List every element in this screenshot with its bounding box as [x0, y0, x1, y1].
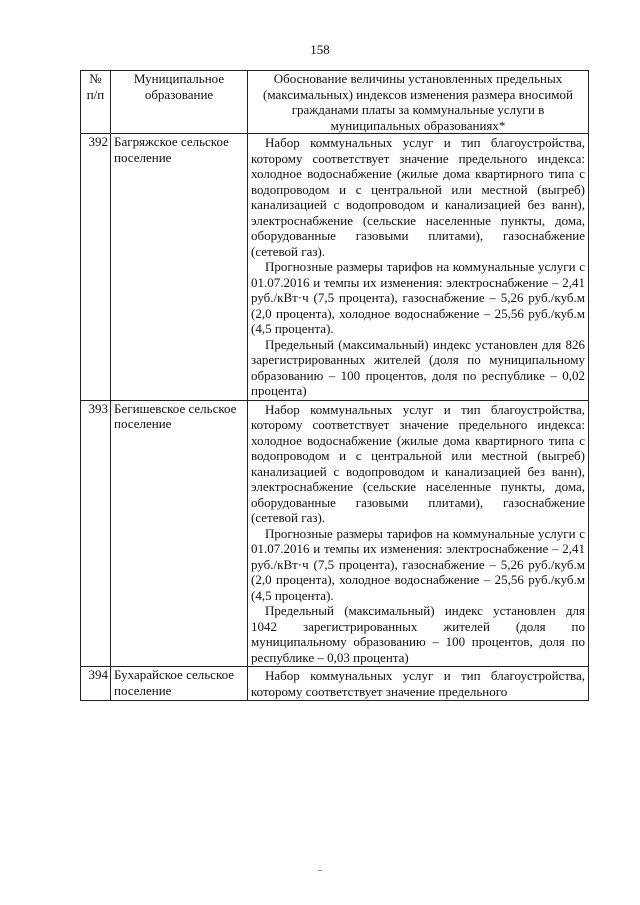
row-number: 394 — [81, 667, 111, 701]
table-row — [81, 400, 589, 667]
table-row — [81, 134, 589, 401]
paragraph-utilities: Набор коммунальных услуг и тип благоустройства, которому соответствует значение предельного — [251, 668, 585, 699]
paragraph-index: Предельный (максимальный) индекс установлен для 826 зарегистрированных жителей (доля по муниципальному образованию – 100 процентов, доля по республике – 0,02 процента) — [251, 336, 585, 398]
tariff-table — [80, 70, 589, 701]
row-number: 393 — [81, 400, 111, 667]
justification-cell — [248, 667, 589, 701]
header-num: № п/п — [81, 71, 111, 134]
paragraph-tariffs: Прогнозные размеры тарифов на коммунальные услуги с 01.07.2016 и темпы их изменения: электроснабжение – 2,41 руб./кВт·ч (7,5 процента), газоснабжение – 5,26 руб./куб.м (2,0 процента), холодное водоснабжение – 25,56 руб./куб.м (4,5 процента). — [251, 525, 585, 603]
municipality-name: Бегишевское сельское поселение — [111, 400, 248, 667]
paragraph-utilities: Набор коммунальных услуг и тип благоустройства, которому соответствует значение предельного индекса: холодное водоснабжение (жилые дома квартирного типа с водопроводом и с центральной или местной (выгреб) канализацией с водопроводом и канализацией без ванн), электроснабжение (сельские населенные пункты, дома, оборудованные газовыми плитами), газоснабжение (сетевой газ). — [251, 135, 585, 259]
row-number: 392 — [81, 134, 111, 401]
page-number: 158 — [310, 42, 330, 57]
paragraph-utilities: Набор коммунальных услуг и тип благоустройства, которому соответствует значение предельного индекса: холодное водоснабжение (жилые дома квартирного типа с водопроводом и с центральной или местной (выгреб) канализацией с водопроводом и канализацией без ванн), электроснабжение (сельские населенные пункты, дома, оборудованные газовыми плитами), газоснабжение (сетевой газ). — [251, 401, 585, 525]
municipality-name: Бухарайское сельское поселение — [111, 667, 248, 701]
municipality-name: Багряжское сельское поселение — [111, 134, 248, 401]
justification-cell — [248, 134, 589, 401]
paragraph-index: Предельный (максимальный) индекс установлен для 1042 зарегистрированных жителей (доля по муниципальному образованию – 100 процентов, доля по республике – 0,03 процента) — [251, 603, 585, 665]
table-row — [81, 667, 589, 701]
page-mark — [318, 870, 322, 871]
header-justification: Обоснование величины установленных предельных (максимальных) индексов изменения размера вносимой гражданами платы за коммунальные услуги в муниципальных образованиях* — [248, 71, 589, 134]
paragraph-tariffs: Прогнозные размеры тарифов на коммунальные услуги с 01.07.2016 и темпы их изменения: электроснабжение – 2,41 руб./кВт·ч (7,5 процента), газоснабжение – 5,26 руб./куб.м (2,0 процента), холодное водоснабжение – 25,56 руб./куб.м (4,5 процента). — [251, 259, 585, 336]
table-header-row — [81, 71, 589, 134]
justification-cell — [248, 400, 589, 667]
header-municipality: Муниципальное образование — [111, 71, 248, 134]
